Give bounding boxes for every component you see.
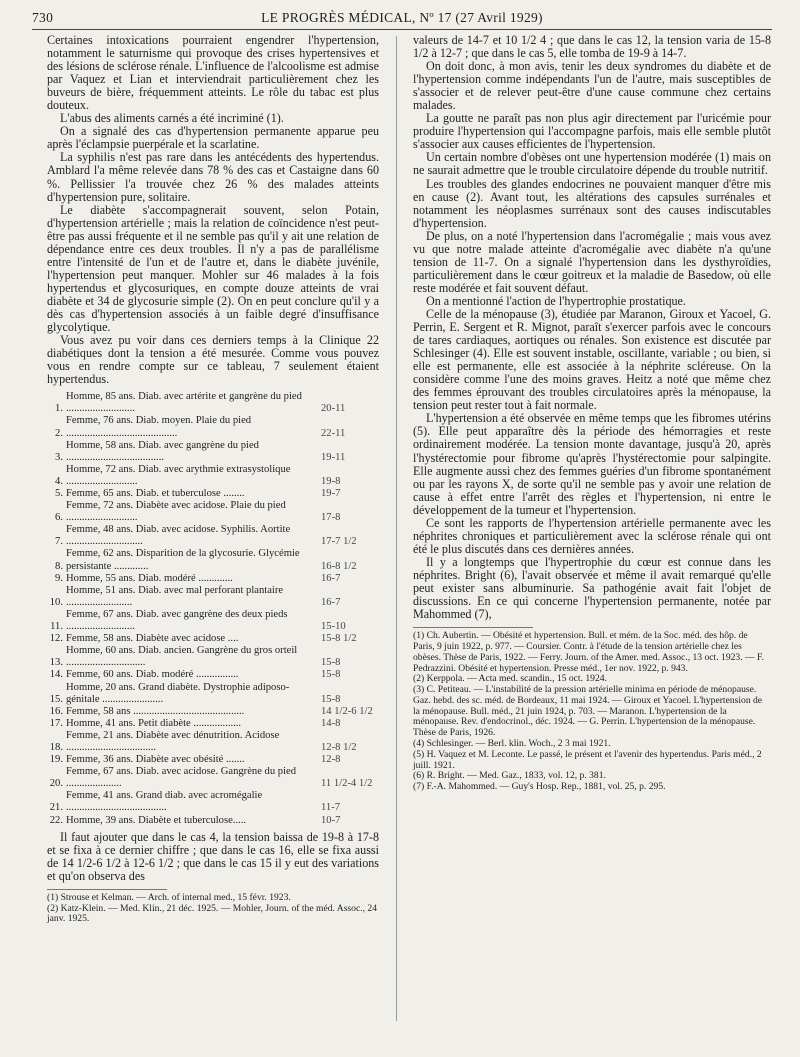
case-number: 2.: [55, 427, 63, 439]
case-number: 6.: [55, 512, 63, 524]
paragraph: Un certain nombre d'obèses ont une hypertension modérée (1) mais on ne saurait admettre que le trouble circulatoire dépende du trouble nutritif.: [413, 150, 771, 178]
case-number: 21.: [49, 802, 63, 814]
right-column: [413, 34, 771, 793]
case-tension: 12-8: [321, 754, 341, 766]
case-number: 17.: [49, 717, 63, 729]
case-description: Femme, 67 ans. Diab. avec gangrène des deux pieds ..........................: [66, 608, 288, 633]
case-row: [47, 669, 379, 681]
case-description: Homme, 85 ans. Diab. avec artérite et gangrène du pied ..........................: [66, 391, 302, 415]
case-row: [47, 730, 379, 754]
case-number: 7.: [55, 536, 63, 548]
paragraph: De plus, on a noté l'hypertension dans l'acromégalie ; mais vous avez vu que notre malade atteinte d'acromégalie avec diabète n'a qu'une tension de 11-7. On a signalé l'hypertension dans les dysthyroïdies, particulièrement dans le cœur goitreux et la maladie de Basedow, où elle reste modérée et fait souvent défaut.: [413, 228, 771, 295]
case-description: Homme, 20 ans. Grand diabète. Dystrophie adiposo-génitale .......................: [66, 681, 290, 705]
footnote: (3) C. Petiteau. — L'instabilité de la pression artérielle minima en période de ménopause. Gaz. hebd. des sc. méd. de Bordeaux, 11 mai 1924. — Giroux et Yacoel. L'hypertension de la ménopause. Bull. méd., 21 juin 1924, p. 703. — Maranon. L'hypertension de la ménopause. Rev. d'endocrinol., déc. 1924. — G. Perrin. L'hypertension de la ménopause. Thèse de Paris, 1926.: [413, 684, 763, 739]
case-tension: 17-8: [321, 512, 341, 524]
case-description: Homme, 39 ans. Diabète et tuberculose.....: [66, 814, 247, 826]
case-description: Homme, 55 ans. Diab. modéré .............: [66, 572, 233, 584]
case-tension: 11 1/2-4 1/2: [321, 778, 373, 790]
case-tension: 15-8: [321, 693, 341, 705]
case-row: [47, 500, 379, 524]
case-description: Femme, 58 ans ..........................................: [66, 705, 245, 717]
case-row: [47, 548, 379, 572]
footnote: (1) Strouse et Kelman. — Arch. of internal med., 15 févr. 1923.: [47, 891, 291, 903]
case-number: 10.: [49, 596, 63, 608]
case-tension: 15-8: [321, 657, 341, 669]
case-description: Femme, 65 ans. Diab. et tuberculose ........: [66, 488, 245, 500]
case-number: 15.: [49, 693, 63, 705]
case-description: Femme, 48 ans. Diab. avec acidose. Syphilis. Aortite .............................: [66, 524, 291, 548]
case-description: Homme, 60 ans. Diab. ancien. Gangrène du gros orteil ..............................: [66, 645, 298, 669]
case-description: Homme, 41 ans. Petit diabète ..................: [66, 717, 242, 729]
case-number: 11.: [50, 621, 63, 633]
case-row: [47, 415, 379, 439]
case-row: [47, 488, 379, 500]
case-row: [47, 790, 379, 814]
case-number: 16.: [49, 705, 63, 717]
case-tension: 14-8: [321, 717, 341, 729]
page-number: 730: [32, 10, 54, 25]
case-row: [47, 682, 379, 706]
paragraph: On a signalé des cas d'hypertension permanente apparue peu après l'éclampsie puerpérale et la scarlatine.: [47, 124, 379, 152]
case-row: [47, 766, 379, 790]
paragraph: Le diabète s'accompagnerait souvent, selon Potain, d'hypertension artérielle ; mais la relation de coïncidence n'est peut-être pas aussi fréquente et il ne semble pas qu'il y ait une relation de dépendance entre ces deux troubles. Il n'y a pas de parallélisme entre l'intensité de l'un et de l'autre et, dans le diabète juvénile, l'hypertension peut manquer. Mohler sur 46 malades à la fois hypertendus et glycosuriques, en compte douze atteints de vrai diabète et 34 de glycosurie simple (2). On en peut conclure qu'il y a dès cas d'hypertension associés à un faible degré d'insuffisance glycolytique.: [47, 202, 379, 335]
case-number: 5.: [55, 488, 63, 500]
case-description: Femme, 41 ans. Grand diab. avec acromégalie ......................................: [66, 790, 263, 814]
case-number: 1.: [55, 403, 63, 415]
case-row: [47, 573, 379, 585]
case-row: [47, 718, 379, 730]
left-column: [47, 34, 379, 925]
case-number: 14.: [49, 669, 63, 681]
case-row: [47, 391, 379, 415]
case-number: 3.: [55, 451, 63, 463]
footnote: (1) Ch. Aubertin. — Obésité et hypertension. Bull. et mém. de la Soc. méd. des hôp. de Paris, 9 juin 1922, p. 977. — Coursier. Contr. à l'étude de la tension artérielle chez les obèses. Thèse de Paris, 1922. — Ferry. Journ. of the Amer. med. Assoc., 13 oct. 1923. — F. Pedrazzini. Obésité et hypertension. Presse méd., 1er nov. 1922, p. 943.: [413, 630, 764, 674]
paragraph: Il faut ajouter que dans le cas 4, la tension baissa de 19-8 à 17-8 et se fixa à ce dernier chiffre ; que dans le cas 16, elle se fixa aussi de 14 1/2-6 1/2 à 12-6 1/2 ; que dans le cas 15 il y eut des variations et qu'on observa des: [47, 829, 379, 883]
page-header: [32, 10, 772, 28]
case-tension: 19-8: [321, 475, 341, 487]
case-description: Homme, 51 ans. Diab. avec mal perforant plantaire .........................: [66, 584, 284, 608]
footnotes: [413, 631, 771, 793]
footnotes: [47, 893, 379, 925]
case-tension: 16-7: [321, 596, 341, 608]
paragraph: On a mentionné l'action de l'hypertrophie prostatique.: [426, 293, 686, 308]
footnote: (5) H. Vaquez et M. Leconte. Le passé, le présent et l'avenir des hypertendus. Paris méd., 2 juill. 1921.: [413, 748, 762, 771]
case-row: [47, 754, 379, 766]
paragraph: valeurs de 14-7 et 10 1/2 4 ; que dans le cas 12, la tension varia de 15-8 1/2 à 12-7 ; que dans le cas 5, elle tomba de 19-9 à 14-7.: [413, 33, 771, 61]
case-tension: 12-8 1/2: [321, 741, 357, 753]
paragraph: L'hypertension a été observée en même temps que les fibromes utérins (5). Elle peut apparaître dès la période des hémorragies et reste ordinairement modérée. La tension monte davantage, jusqu'à 20, après l'hystérectomie pour fibrome qu'après l'hystérectomie pour salpingite. Elle augmente aussi chez des femmes guéries d'un fibrome spontanément ou par les rayons X, de sorte qu'il ne semble pas y avoir une relation de cause à effet entre l'arrêt des règles et l'hypertension, ni entre le développement de la tumeur et l'hypertension.: [413, 411, 771, 517]
journal-title: LE PROGRÈS MÉDICAL, Nº 17 (27 Avril 1929): [261, 10, 543, 25]
case-row: [47, 633, 379, 645]
case-tension: 14 1/2-6 1/2: [321, 705, 373, 717]
paragraph: Certaines intoxications pourraient engendrer l'hypertension, notamment le saturnisme qui provoque des crises hypertensives et des lésions de sclérose rénale. L'influence de l'alcoolisme est admise par Vaquez et Lian et interviendrait particulièrement chez les buveurs de bière, fréquemment atteints. Le rôle du tabac est plus douteux.: [47, 33, 379, 113]
case-number: 13.: [49, 657, 63, 669]
case-number: 8.: [55, 560, 63, 572]
case-description: Femme, 62 ans. Disparition de la glycosurie. Glycémie persistante .............: [66, 548, 300, 572]
paragraph: Celle de la ménopause (3), étudiée par Maranon, Giroux et Yacoel, G. Perrin, E. Sergent et R. Mignot, paraît s'exercer parfois avec le concours de tares cardiaques, aortiques ou rénales. Son existence est discutée par Schlesinger (4). Elle est souvent instable, oscillante, variable ; ou bien, si elle est permanente, elle est associée à la néphrite scléreuse. On la considère comme l'une des moins graves. Heitz a noté que même chez des femmes éprouvant des troubles circulatoires après la ménopause, la tension peut rester tout à fait normale.: [413, 306, 771, 413]
case-number: 22.: [49, 814, 63, 826]
case-table: [47, 391, 379, 826]
case-row: [47, 815, 379, 827]
case-row: [47, 440, 379, 464]
header-rule: [32, 29, 772, 30]
case-tension: 11-7: [321, 802, 341, 814]
case-row: [47, 464, 379, 488]
case-tension: 19-11: [321, 451, 346, 463]
case-row: [47, 585, 379, 609]
case-description: Femme, 76 ans. Diab. moyen. Plaie du pied ..........................................: [66, 415, 252, 439]
column-separator: [396, 36, 397, 1021]
footnote: (2) Katz-Klein. — Med. Klin., 21 déc. 1925. — Mohler, Journ. of the méd. Assoc., 24 janv. 1925.: [47, 902, 378, 925]
footnote: (7) F.-A. Mahommed. — Guy's Hosp. Rep., 1881, vol. 25, p. 295.: [413, 781, 666, 793]
case-tension: 16-7: [321, 572, 341, 584]
case-tension: 15-8: [321, 669, 341, 681]
footnote-rule: [47, 889, 167, 890]
case-tension: 19-7: [321, 488, 341, 500]
case-description: Homme, 72 ans. Diab. avec arythmie extrasystolique ...........................: [66, 463, 291, 487]
case-row: [47, 609, 379, 633]
case-description: Femme, 58 ans. Diabète avec acidose ....: [66, 633, 239, 645]
case-tension: 15-8 1/2: [321, 633, 357, 645]
paragraph: On doit donc, à mon avis, tenir les deux syndromes du diabète et de l'hypertension comme indépendants l'un de l'autre, mais susceptibles de s'associer et de relever peut-être d'une cause commune chez certains malades.: [413, 59, 771, 113]
case-tension: 15-10: [321, 621, 346, 633]
paragraph: Il y a longtemps que l'hypertrophie du cœur est connue dans les néphrites. Bright (6), l'avait observée et même il avait remarqué qu'elle peut exister sans albuminurie. Sa pathogénie avait fait l'objet de discussions. En ce qui concerne l'hypertension permanente, notée par Mahommed (7),: [413, 554, 771, 622]
case-tension: 16-8 1/2: [321, 560, 357, 572]
case-description: Femme, 60 ans. Diab. modéré ................: [66, 669, 239, 681]
case-tension: 22-11: [321, 427, 346, 439]
footnote: (6) R. Bright. — Med. Gaz., 1833, vol. 12, p. 381.: [413, 770, 606, 782]
case-description: Homme, 58 ans. Diab. avec gangrène du pied .....................................: [66, 439, 259, 463]
case-number: 19.: [49, 754, 63, 766]
paragraph: Ce sont les rapports de l'hypertension artérielle permanente avec les néphrites chroniques et particulièrement avec la sclérose rénale qui ont été le plus discutés dans ces dernières années.: [413, 515, 771, 556]
paragraph: La syphilis n'est pas rare dans les antécédents des hypertendus. Amblard l'a même relevée dans 78 % des cas et Castaigne dans 60 %. Pellissier l'a trouvée chez 26 % des malades atteints d'hypertension pure, solitaire.: [47, 150, 379, 204]
case-number: 18.: [49, 741, 63, 753]
case-tension: 20-11: [321, 403, 346, 415]
case-number: 9.: [55, 572, 63, 584]
case-description: Femme, 67 ans. Diab. avec acidose. Gangrène du pied .....................: [66, 766, 297, 790]
case-description: Femme, 21 ans. Diabète avec dénutrition. Acidose ..................................: [66, 729, 280, 753]
case-tension: 17-7 1/2: [321, 536, 357, 548]
paragraph: L'abus des aliments carnés a été incriminé (1).: [60, 111, 284, 126]
footnote-rule: [413, 627, 533, 628]
case-row: [47, 524, 379, 548]
case-description: Femme, 36 ans. Diabète avec obésité .......: [66, 754, 245, 766]
case-number: 4.: [55, 475, 63, 487]
footnote: (2) Kerppola. — Acta med. scandin., 15 oct. 1924.: [413, 673, 607, 685]
paragraph: Les troubles des glandes endocrines ne pouvaient manquer d'être mis en cause (2). Avant tout, les altérations des capsules surrénales et notamment les néoplasmes surrénaux sont des causes indiscutables d'hypertension.: [413, 176, 771, 230]
case-description: Femme, 72 ans. Diabète avec acidose. Plaie du pied ...........................: [66, 500, 286, 524]
footnote: (4) Schlesinger. — Berl. klin. Woch., 2 3 mai 1921.: [413, 738, 611, 750]
case-number: 20.: [49, 778, 63, 790]
case-number: 12.: [49, 633, 63, 645]
case-tension: 10-7: [321, 814, 341, 826]
paragraph: La goutte ne paraît pas non plus agir directement par l'uricémie pour produire l'hypertension qui l'accompagne parfois, mais elle semble plutôt s'associer aux causes efficientes de l'hypertension.: [413, 111, 771, 152]
case-row: [47, 645, 379, 669]
paragraph: Vous avez pu voir dans ces derniers temps à la Clinique 22 diabétiques dont la tension a été mesurée. Comme vous pouvez vous en rendre compte sur ce tableau, 7 seulement étaient hypertendus.: [47, 333, 379, 387]
case-row: [47, 706, 379, 718]
